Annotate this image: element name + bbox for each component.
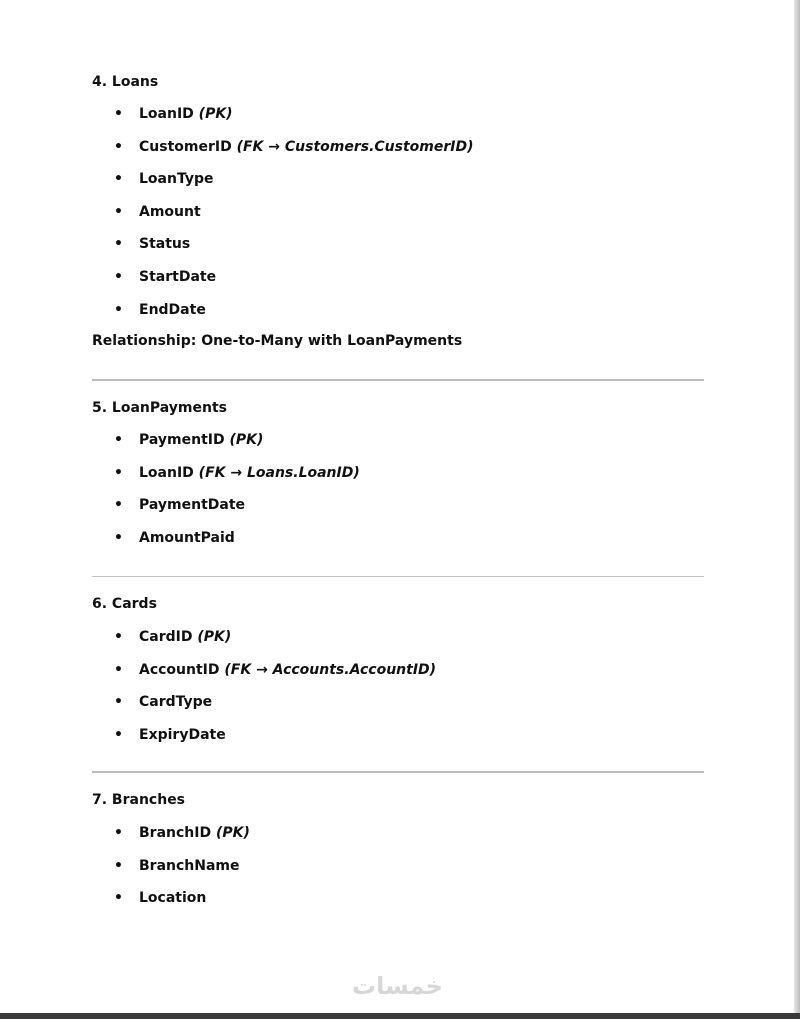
field-list [92,105,704,333]
bullet-icon: • [114,726,123,743]
list-item [92,464,704,497]
list-item [92,857,704,890]
field-name: LoanID [139,106,194,122]
field-note: (FK → Loans.LoanID) [198,464,360,481]
list-item [92,496,704,529]
field-note: (PK) [215,825,250,841]
section-heading: 4. Loans [92,74,159,90]
list-item [92,824,704,857]
field-name: ExpiryDate [139,726,226,743]
bullet-icon: • [114,171,123,188]
section-loanpayments [92,399,704,561]
list-item [92,268,704,301]
relationship-note: Relationship: One-to-Many with LoanPayments [92,333,463,350]
bullet-icon: • [114,301,123,318]
section-loans [92,73,704,350]
page-edge-shadow [794,0,800,1019]
field-name: BranchID [139,825,212,841]
field-name: Status [139,236,191,253]
field-name: PaymentID [139,432,225,448]
field-name: Location [139,890,207,907]
field-name: BranchName [139,857,240,874]
field-note: (FK → Accounts.AccountID) [224,661,437,678]
list-item [92,529,704,562]
section-divider [92,379,704,381]
section-divider [92,771,704,773]
list-item [92,235,704,268]
bullet-icon: • [114,497,123,514]
field-name: LoanType [139,171,214,188]
section-heading: 5. LoanPayments [92,400,227,416]
bullet-icon: • [114,236,123,253]
page-edge-bottom [0,1013,800,1019]
section-heading: 7. Branches [92,792,186,808]
section-branches [92,791,704,922]
list-item [92,105,704,138]
field-name: AmountPaid [139,529,235,546]
field-name: StartDate [139,268,217,285]
bullet-icon: • [114,268,123,285]
list-item [92,889,704,922]
field-name: CardID [139,629,193,645]
list-item [92,726,704,759]
bullet-icon: • [114,203,123,220]
bullet-icon: • [114,464,123,481]
field-note: (FK → Customers.CustomerID) [236,138,474,155]
bullet-icon: • [114,694,123,711]
field-name: LoanID [139,464,194,481]
bullet-icon: • [114,825,123,841]
field-list [92,431,704,561]
bullet-icon: • [114,661,123,678]
bullet-icon: • [114,432,123,448]
section-divider [92,576,704,577]
field-name: Amount [139,203,201,220]
field-note: (PK) [198,106,233,122]
bullet-icon: • [114,138,123,155]
field-note: (PK) [229,432,264,448]
field-name: AccountID [139,661,220,678]
bullet-icon: • [114,629,123,645]
bullet-icon: • [114,529,123,546]
field-name: PaymentDate [139,497,246,514]
watermark-logo: خمسات [352,972,443,1000]
bullet-icon: • [114,106,123,122]
field-list [92,824,704,922]
field-name: CardType [139,694,213,711]
field-name: EndDate [139,301,206,318]
list-item [92,431,704,464]
bullet-icon: • [114,890,123,907]
section-cards [92,595,704,758]
field-note: (PK) [197,629,232,645]
field-list [92,628,704,758]
list-item [92,628,704,661]
section-heading: 6. Cards [92,596,157,612]
list-item [92,203,704,236]
list-item [92,693,704,726]
field-name: CustomerID [139,138,232,155]
bullet-icon: • [114,857,123,874]
list-item [92,661,704,694]
list-item [92,138,704,171]
list-item [92,301,704,334]
list-item [92,170,704,203]
